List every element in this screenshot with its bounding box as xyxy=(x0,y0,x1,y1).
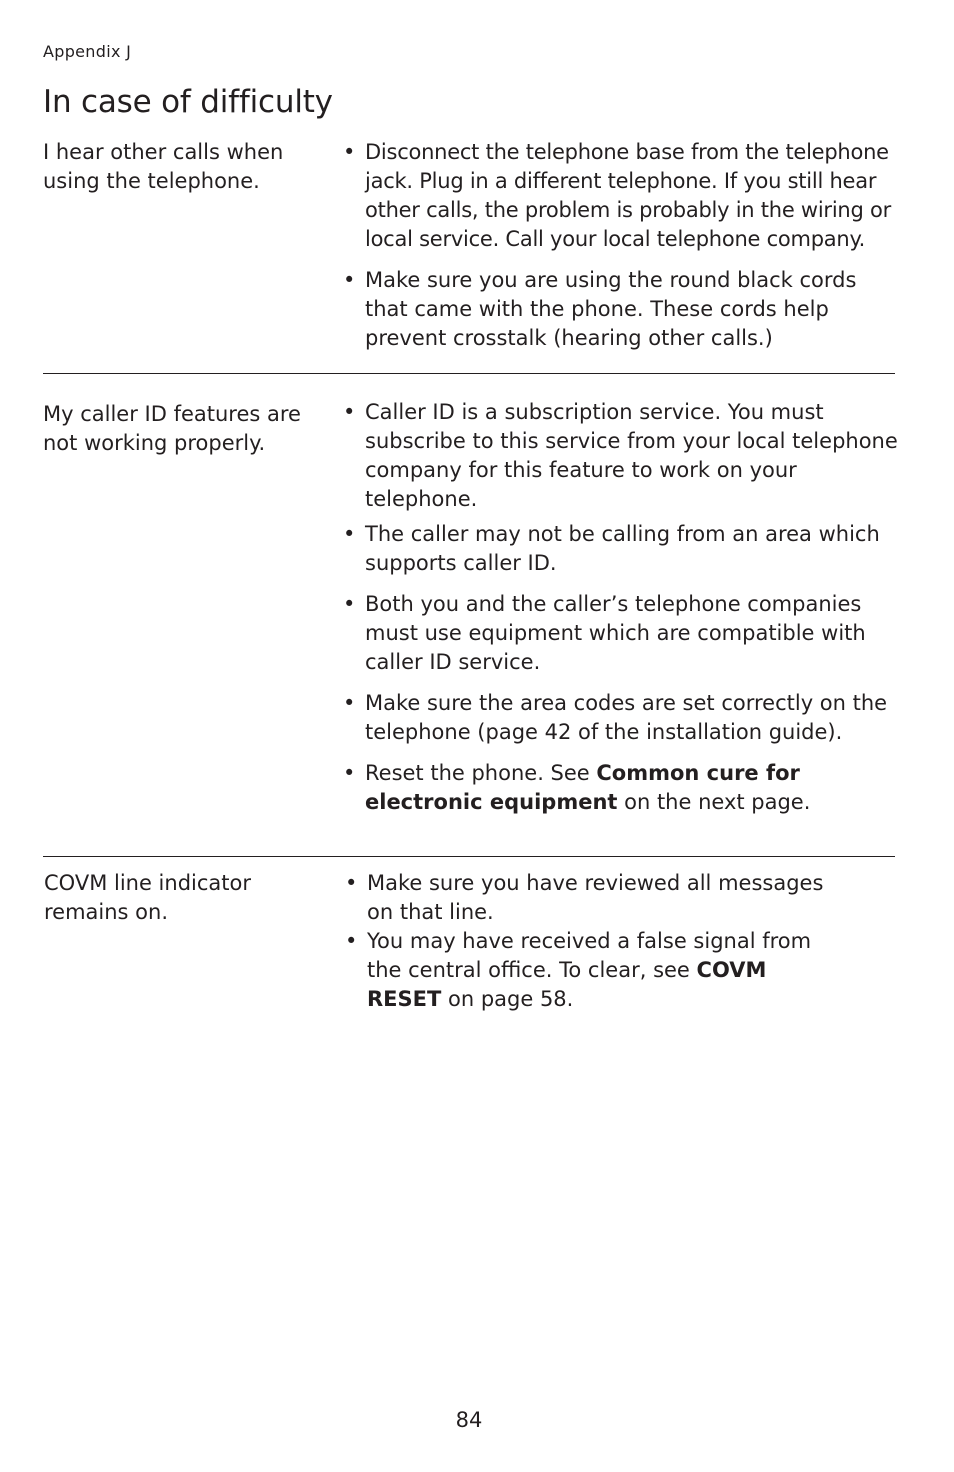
solution-item xyxy=(343,689,898,747)
solution-item xyxy=(343,590,898,677)
solution-text: Disconnect the telephone base from the telephone jack. Plug in a different telephone. If you still hear other calls, the problem is probably in the wiring or local service. Call your local telephone company. xyxy=(365,140,891,251)
solution-item xyxy=(343,520,898,578)
solution-item xyxy=(343,138,898,254)
row-divider xyxy=(43,373,895,374)
bullet-icon: • xyxy=(343,140,356,164)
bullet-icon: • xyxy=(343,400,356,424)
bullet-icon: • xyxy=(345,871,358,895)
solution-item xyxy=(345,869,845,927)
bullet-icon: • xyxy=(343,522,356,546)
solution-text: Make sure the area codes are set correctly on the telephone (page 42 of the installation guide). xyxy=(365,691,888,744)
solution-text-post: on page 58. xyxy=(441,987,574,1011)
solution-item xyxy=(343,759,898,817)
solution-list xyxy=(343,138,898,353)
solution-text-pre: Reset the phone. See xyxy=(365,761,597,785)
cross-reference-common-cure: Common cure for electronic equipment xyxy=(365,761,800,814)
solution-list xyxy=(343,398,898,817)
bullet-icon: • xyxy=(345,929,358,953)
solution-text: Make sure you are using the round black cords that came with the phone. These cords help prevent crosstalk (hearing other calls.) xyxy=(365,268,857,350)
solution-text: Caller ID is a subscription service. You must subscribe to this service from your local telephone company for this feature to work on your telephone. xyxy=(365,400,898,511)
section-header: Appendix J xyxy=(43,42,132,61)
row-divider xyxy=(43,856,895,857)
problem-text: My caller ID features are not working properly. xyxy=(43,402,301,455)
bullet-icon: • xyxy=(343,761,356,785)
bullet-icon: • xyxy=(343,268,356,292)
page-number: 84 xyxy=(455,1408,483,1432)
solution-text-pre: You may have received a false signal from the central office. To clear, see xyxy=(367,929,812,982)
cross-reference-covm-reset: COVM RESET xyxy=(367,958,767,1011)
bullet-icon: • xyxy=(343,592,356,616)
solution-text: Both you and the caller’s telephone companies must use equipment which are compatible with caller ID service. xyxy=(365,592,866,674)
solution-item xyxy=(345,927,845,1014)
solution-text: The caller may not be calling from an area which supports caller ID. xyxy=(365,522,880,575)
solution-list xyxy=(345,869,845,1014)
solution-item xyxy=(343,266,898,353)
solution-item xyxy=(343,398,898,514)
bullet-icon: • xyxy=(343,691,356,715)
page-title: In case of difficulty xyxy=(43,84,333,120)
solution-text: Make sure you have reviewed all messages on that line. xyxy=(367,871,824,924)
solution-text-post: on the next page. xyxy=(617,790,811,814)
problem-text: COVM line indicator remains on. xyxy=(44,871,251,924)
problem-text: I hear other calls when using the telephone. xyxy=(43,140,284,193)
